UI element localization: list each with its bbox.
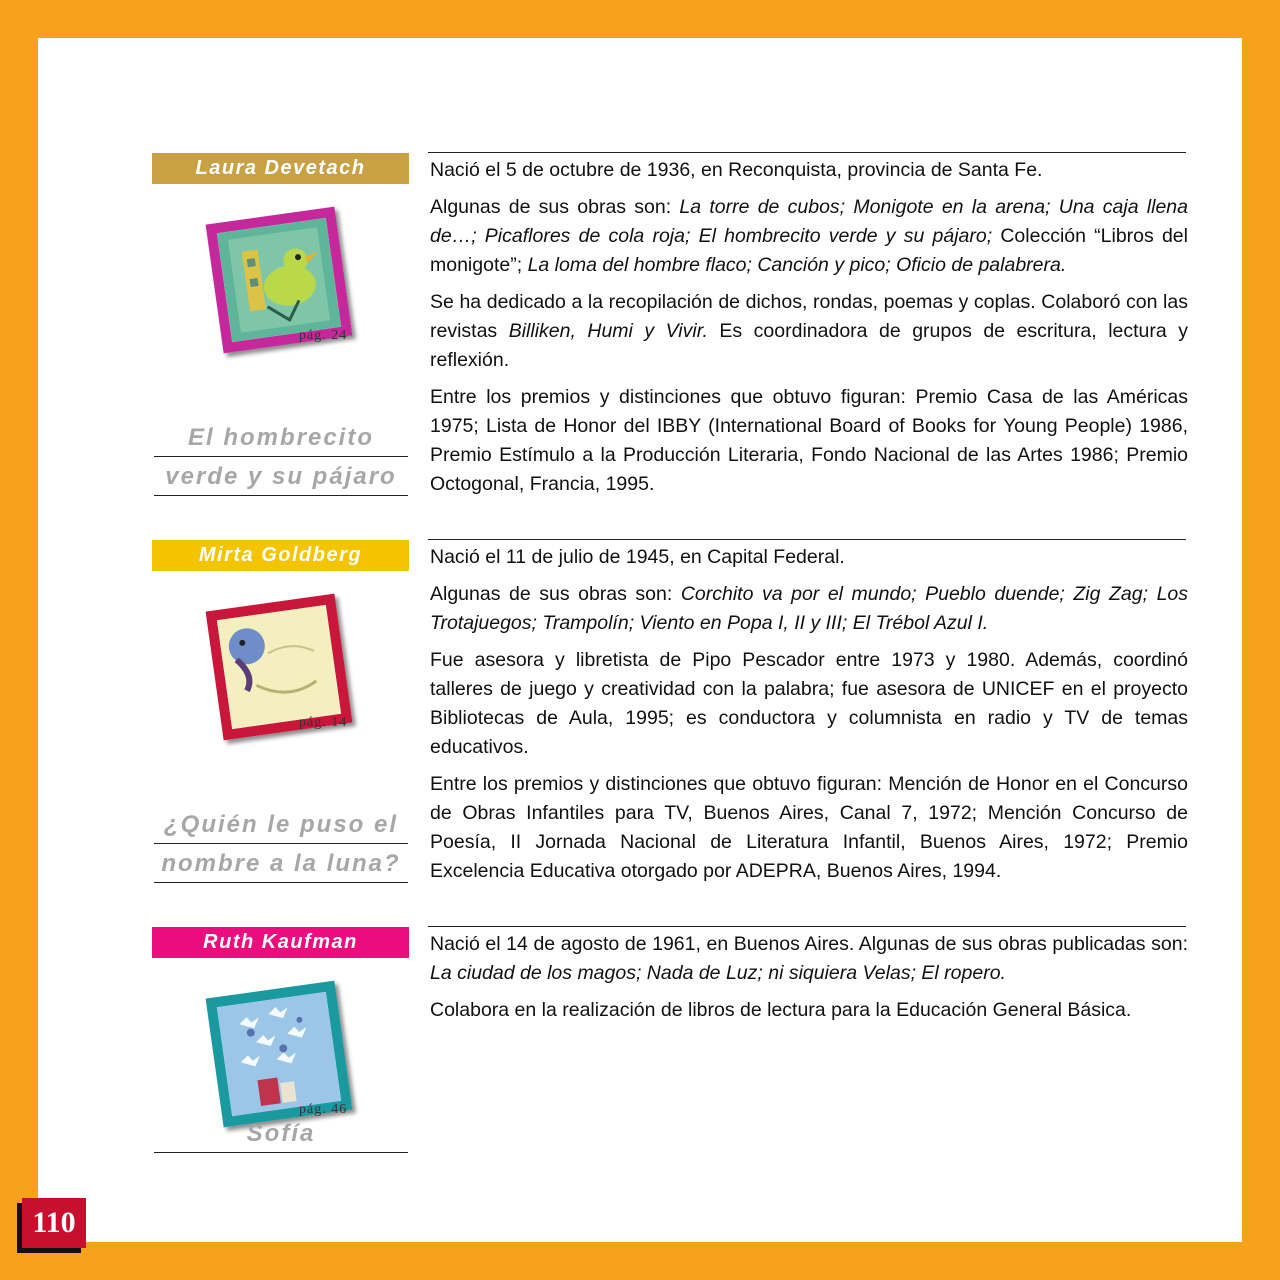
book-title-line: El hombrecito [154,418,408,457]
awards-paragraph: Entre los premios y distinciones que obtuvo figuran: Mención de Honor en el Concurso de Obras Infantiles para TV, Buenos Aires, Canal 7, 1972; Mención Concurso de Poesía, II Jornada Nacional de Literatura Infantil, Buenos Aires, 1972; Premio Excelencia Educativa otorgado por ADEPRA, Buenos Aires, 1994. [430,773,1188,882]
book-title [154,418,408,496]
works-paragraph: Algunas de sus obras son: La torre de cubos; Monigote en la arena; Una caja llena de…; Picaflores de cola roja; El hombrecito verde y su pájaro; Colección “Libros del monigote”; La loma del hombre flaco; Canción y pico; Oficio de palabrera. [430,196,1188,276]
awards-paragraph: Entre los premios y distinciones que obtuvo figuran: Premio Casa de las Américas 1975; Lista de Honor del IBBY (International Board of Books for Young People) 1986, Premio Estímulo a la Producción Literaria, Fondo Nacional de las Artes 1986; Premio Octogonal, Francia, 1995. [430,386,1188,495]
book-title-line: Sofía [154,1114,408,1153]
career-paragraph: Colabora en la realización de libros de lectura para la Educación General Básica. [430,999,1132,1021]
works-paragraph: Algunas de sus obras son: Corchito va por el mundo; Pueblo duende; Zig Zag; Los Trotajuegos; Trampolín; Viento en Popa I, II y III; El Trébol Azul I. [430,583,1189,634]
birth-info: Nació el 11 de julio de 1945, en Capital Federal. [430,546,845,568]
page [38,38,1242,1242]
career-paragraph: Fue asesora y libretista de Pipo Pescador entre 1973 y 1980. Además, coordinó talleres de juego y creatividad con la palabra; fue asesora de UNICEF en el proyecto Bibliotecas de Aula, 1995; es conductora y columnista en radio y TV de temas educativos. [430,649,1188,758]
page-reference: pág. 24 [299,328,348,343]
page-reference: pág. 14 [299,715,348,730]
author-name-bar: Mirta Goldberg [152,540,409,571]
birds-illustration [217,992,341,1116]
book-title-line: verde y su pájaro [154,457,408,496]
author-biography [430,930,1188,1033]
career-paragraph: Se ha dedicado a la recopilación de dichos, rondas, poemas y coplas. Colaboró con las revistas Billiken, Humi y Vivir. Es coordinadora de grupos de escritura, lectura y reflexión. [430,291,1188,371]
author-name-bar: Laura Devetach [152,153,409,184]
author-name-bar: Ruth Kaufman [152,927,409,958]
moon-illustration [217,605,341,729]
bird-illustration [217,218,341,342]
divider [428,152,1186,153]
page-reference: pág. 46 [299,1102,348,1117]
book-title-line: nombre a la luna? [154,844,408,883]
birth-info: Nació el 5 de octubre de 1936, en Reconquista, provincia de Santa Fe. [430,159,1043,181]
divider [428,926,1186,927]
page-number: 110 [22,1198,86,1248]
book-title [154,1114,408,1153]
author-biography [430,543,1188,894]
book-title-line: ¿Quién le puso el [154,805,408,844]
author-biography [430,156,1188,507]
book-title [154,805,408,883]
divider [428,539,1186,540]
birth-and-works: Nació el 14 de agosto de 1961, en Buenos Aires. Algunas de sus obras publicadas son: La ciudad de los magos; Nada de Luz; ni siquiera Velas; El ropero. [430,933,1188,984]
